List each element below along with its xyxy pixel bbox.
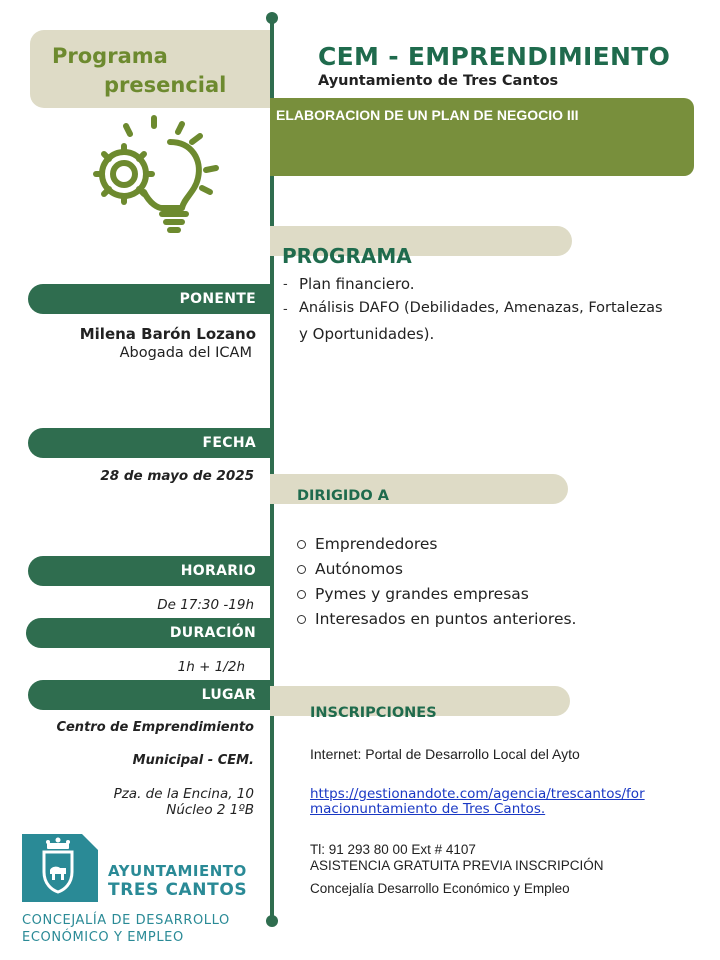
inscripciones-title: INSCRIPCIONES [310, 705, 437, 721]
fecha-label: FECHA [28, 428, 270, 458]
timeline-dot-bottom [266, 915, 278, 927]
horario-value: De 17:30 -19h [157, 597, 254, 613]
coat-of-arms-icon [22, 834, 98, 902]
ponente-name: Milena Barón Lozano [79, 325, 256, 343]
timeline-dot-top [266, 12, 278, 24]
programa-item-mark: - [283, 277, 288, 292]
duracion-label: DURACIÓN [26, 618, 270, 648]
bullet-icon [297, 590, 306, 599]
horario-label: HORARIO [28, 556, 270, 586]
inscripciones-internet: Internet: Portal de Desarrollo Local del Ayto [310, 746, 580, 762]
dirigido-item: Emprendedores [315, 535, 438, 553]
fecha-value: 28 de mayo de 2025 [100, 468, 254, 484]
ponente-role: Abogada del ICAM [119, 345, 252, 361]
registration-link-line1[interactable]: https://gestionandote.com/agencia/trescantos/for [310, 786, 645, 802]
registration-link[interactable] [310, 787, 645, 817]
inscripciones-phone: Tl: 91 293 80 00 Ext # 4107 [310, 842, 476, 857]
inscripciones-free: ASISTENCIA GRATUITA PREVIA INSCRIPCIÓN [310, 858, 604, 873]
program-type-line1: Programa [52, 44, 168, 68]
bullet-icon [297, 615, 306, 624]
registration-link-line2[interactable]: macionuntamiento de Tres Cantos. [310, 801, 546, 817]
lugar-line4: Núcleo 2 1ºB [166, 802, 254, 818]
ponente-label: PONENTE [28, 284, 270, 314]
lugar-line1: Centro de Emprendimiento [56, 720, 254, 735]
dirigido-title: DIRIGIDO A [297, 488, 389, 504]
programa-item-mark: - [283, 302, 288, 317]
lightbulb-gear-icon [78, 112, 228, 242]
logo-dept-line2: ECONÓMICO Y EMPLEO [22, 930, 184, 945]
page-title: CEM - EMPRENDIMIENTO [318, 42, 671, 71]
dirigido-item: Interesados en puntos anteriores. [315, 610, 577, 628]
course-title: ELABORACION DE UN PLAN DE NEGOCIO III [276, 107, 579, 123]
programa-title: PROGRAMA [282, 244, 412, 268]
lugar-line2: Municipal - CEM. [132, 753, 254, 768]
lugar-line3: Pza. de la Encina, 10 [113, 786, 254, 802]
programa-item: Análisis DAFO (Debilidades, Amenazas, Fortalezas [299, 300, 663, 316]
logo-dept-line1: CONCEJALÍA DE DESARROLLO [22, 913, 230, 928]
logo-line1: AYUNTAMIENTO [108, 862, 247, 880]
lugar-label: LUGAR [28, 680, 270, 710]
dirigido-item: Autónomos [315, 560, 403, 578]
programa-item-cont: y Oportunidades). [299, 325, 435, 343]
logo-line2: TRES CANTOS [108, 880, 248, 900]
bullet-icon [297, 565, 306, 574]
bullet-icon [297, 540, 306, 549]
inscripciones-concejalia: Concejalía Desarrollo Económico y Empleo [310, 881, 570, 896]
duracion-value: 1h + 1/2h [177, 659, 245, 675]
page-subtitle: Ayuntamiento de Tres Cantos [318, 73, 559, 89]
programa-item: Plan financiero. [299, 275, 415, 293]
program-type-line2: presencial [104, 73, 227, 97]
dirigido-item: Pymes y grandes empresas [315, 585, 529, 603]
